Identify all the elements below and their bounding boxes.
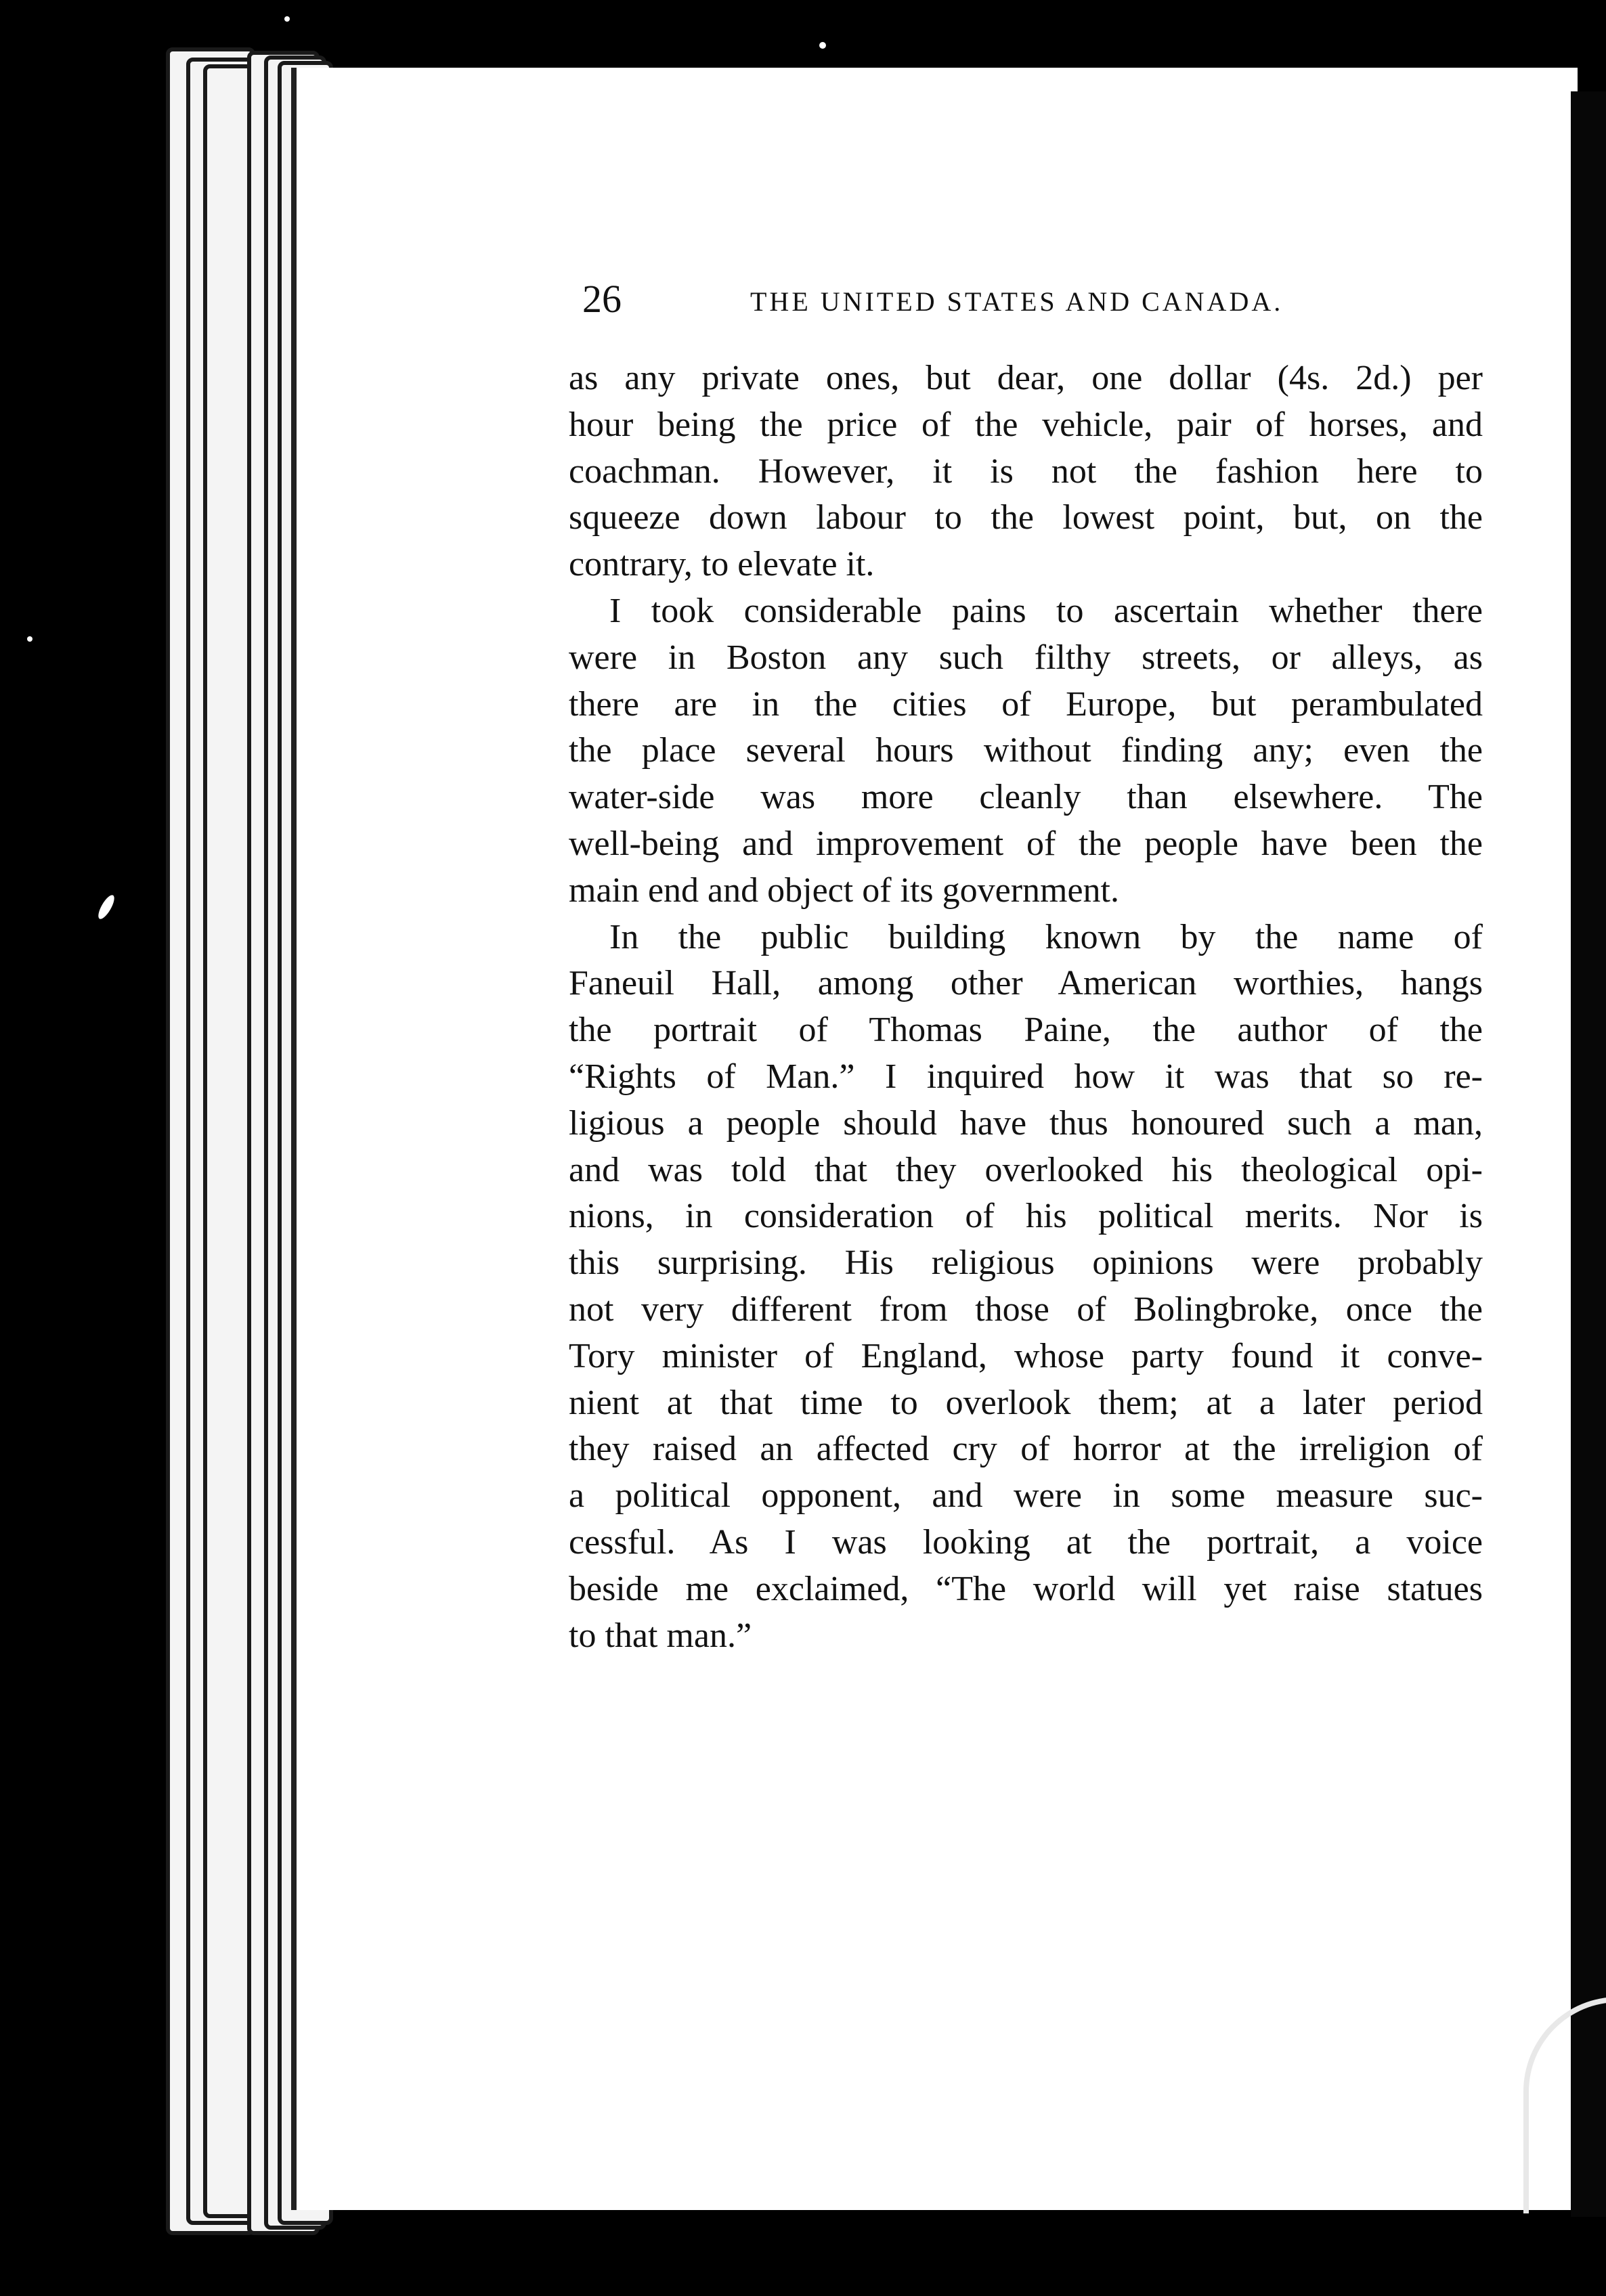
scan-speck (95, 893, 117, 921)
text-line: to that man.” (569, 1616, 752, 1655)
text-line: and was told that they overlooked his theological opi- (569, 1150, 1483, 1189)
text-line: well-being and improvement of the people have been the (569, 824, 1483, 863)
text-line: I took considerable pains to ascertain whether there (609, 591, 1483, 630)
text-line: Faneuil Hall, among other American worthies, hangs (569, 964, 1483, 1003)
text-line: as any private ones, but dear, one dollar (4s. 2d.) per (569, 359, 1483, 397)
text-line: beside me exclaimed, “The world will yet raise statues (569, 1569, 1483, 1608)
text-line: nions, in consideration of his political merits. Nor is (569, 1197, 1483, 1236)
text-line: main end and object of its government. (569, 870, 1120, 910)
text-line: water-side was more cleanly than elsewhere. The (569, 778, 1483, 817)
text-line: cessful. As I was looking at the portrait, a voice (569, 1522, 1483, 1562)
body-text (569, 355, 1483, 1659)
page-header (582, 276, 1483, 337)
text-line: there are in the cities of Europe, but perambulated (569, 684, 1483, 724)
text-line: contrary, to elevate it. (569, 545, 875, 584)
page-gutter-shadow (1571, 91, 1606, 2217)
text-line: Tory minister of England, whose party found it conve- (569, 1336, 1483, 1375)
text-line: ligious a people should have thus honoured such a man, (569, 1103, 1483, 1143)
text-line: squeeze down labour to the lowest point, but, on the (569, 498, 1483, 537)
text-line: the place several hours without finding any; even the (569, 731, 1483, 770)
text-line: not very different from those of Bolingbroke, once the (569, 1289, 1483, 1329)
text-line: “Rights of Man.” I inquired how it was that so re- (569, 1057, 1483, 1096)
text-line: they raised an affected cry of horror at the irreligion of (569, 1430, 1483, 1469)
running-head: THE UNITED STATES AND CANADA. (750, 286, 1284, 317)
scan-speck (27, 636, 32, 642)
text-line: this surprising. His religious opinions were probably (569, 1243, 1483, 1283)
scan-speck (819, 42, 826, 49)
text-line: coachman. However, it is not the fashion here to (569, 451, 1483, 491)
text-line: were in Boston any such filthy streets, or alleys, as (569, 638, 1483, 677)
text-line: the portrait of Thomas Paine, the author of the (569, 1011, 1483, 1050)
text-line: a political opponent, and were in some measure suc- (569, 1476, 1483, 1516)
text-line: nient at that time to overlook them; at a later period (569, 1383, 1483, 1422)
scan-speck (284, 16, 290, 22)
text-line: In the public building known by the name of (609, 917, 1483, 956)
text-line: hour being the price of the vehicle, pair of horses, and (569, 405, 1483, 444)
page-number: 26 (582, 277, 622, 321)
